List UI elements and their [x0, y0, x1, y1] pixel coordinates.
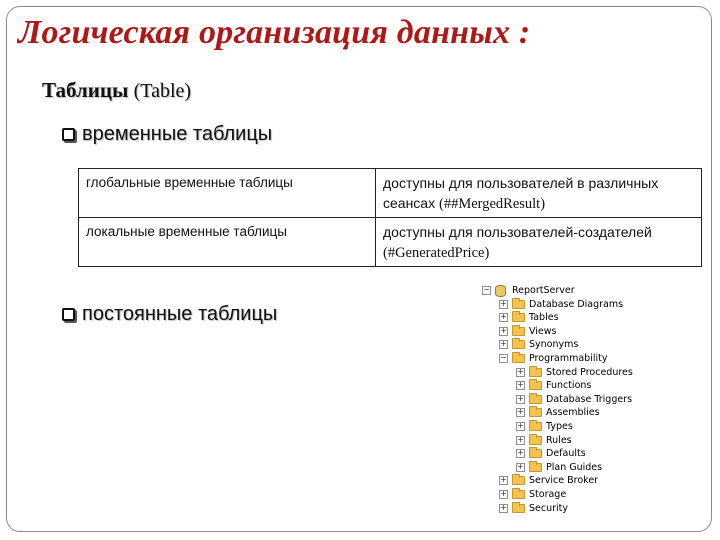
tree-node-label: Security [529, 502, 569, 514]
folder-icon [529, 368, 542, 377]
table-cell-description [376, 169, 702, 218]
object-explorer-tree[interactable] [478, 280, 678, 516]
bullet-permanent-tables [62, 303, 277, 326]
tree-node[interactable] [478, 352, 678, 365]
expand-icon[interactable] [516, 463, 525, 472]
expand-icon[interactable] [499, 327, 508, 336]
tree-node-label: Functions [546, 380, 592, 392]
checkbox-bullet-icon [62, 308, 75, 321]
expand-icon[interactable] [516, 368, 525, 377]
tree-node-label: Assemblies [546, 407, 600, 419]
expand-icon[interactable] [499, 490, 508, 499]
expand-icon[interactable] [516, 395, 525, 404]
expand-icon[interactable] [516, 449, 525, 458]
folder-icon [512, 313, 525, 322]
tree-node[interactable] [478, 434, 678, 447]
tree-node-label: Defaults [546, 448, 586, 460]
folder-icon [512, 476, 525, 485]
bullet-temporary-label: временные таблицы [82, 123, 273, 145]
folder-icon [529, 422, 542, 431]
temporary-tables-table [78, 168, 702, 267]
tree-node[interactable] [478, 338, 678, 351]
table-cell-description [376, 218, 702, 267]
table-row [79, 169, 702, 218]
tree-node-label: Storage [529, 489, 567, 500]
bullet-permanent-label: постоянные таблицы [82, 303, 278, 325]
expand-icon[interactable] [499, 313, 508, 322]
tree-node-label: Types [546, 421, 573, 432]
bullet-temporary-tables [62, 123, 272, 146]
tree-node-label: Views [529, 325, 557, 337]
tree-node[interactable] [478, 474, 678, 487]
expand-icon[interactable] [499, 504, 508, 513]
tree-node-label: Stored Procedures [546, 366, 633, 378]
table-cell-name: глобальные временные таблицы [79, 169, 376, 218]
tree-node[interactable] [478, 379, 678, 392]
tree-node-label: ReportServer [512, 285, 575, 296]
expand-icon[interactable] [516, 436, 525, 445]
tree-node[interactable] [478, 406, 678, 419]
slide-title: Логическая организация данных : [18, 14, 531, 51]
folder-icon [512, 327, 525, 336]
example-name: (##MergedResult) [438, 196, 546, 212]
table-cell-name: локальные временные таблицы [79, 218, 376, 267]
subtitle [42, 78, 191, 103]
subtitle-english: (Table) [133, 80, 192, 102]
expand-icon[interactable] [516, 408, 525, 417]
checkbox-bullet-icon [62, 128, 75, 141]
folder-icon [529, 463, 542, 472]
folder-icon [512, 300, 525, 309]
tree-node-label: Database Diagrams [529, 298, 624, 310]
description-text: доступны для пользователей-создателей [383, 224, 652, 240]
folder-icon [529, 449, 542, 458]
tree-node[interactable] [478, 325, 678, 338]
example-name: (#GeneratedPrice) [383, 245, 490, 261]
folder-icon [512, 504, 525, 513]
expand-icon[interactable] [516, 381, 525, 390]
tree-node-label: Synonyms [529, 339, 579, 351]
tree-node-label: Service Broker [529, 475, 599, 487]
expand-icon[interactable] [516, 422, 525, 431]
folder-icon [529, 436, 542, 445]
tree-node[interactable] [478, 502, 678, 515]
folder-icon [529, 395, 542, 404]
description-text: доступны для пользователей в различных сеансах [383, 175, 659, 211]
tree-node-label: Tables [529, 312, 559, 324]
expand-icon[interactable] [499, 340, 508, 349]
table-row [79, 218, 702, 267]
tree-node[interactable] [478, 447, 678, 460]
tree-node-label: Rules [546, 434, 572, 446]
tree-node[interactable] [478, 298, 678, 311]
folder-icon [529, 408, 542, 417]
tree-node[interactable] [478, 284, 678, 297]
folder-icon [512, 354, 525, 363]
tree-node-label: Plan Guides [546, 461, 603, 473]
subtitle-russian: Таблицы [42, 78, 129, 102]
tree-node[interactable] [478, 420, 678, 433]
tree-node-label: Programmability [529, 353, 608, 364]
folder-icon [512, 490, 525, 499]
tree-node[interactable] [478, 393, 678, 406]
tree-node[interactable] [478, 311, 678, 324]
expand-icon[interactable] [499, 476, 508, 485]
expand-icon[interactable] [499, 300, 508, 309]
collapse-icon[interactable] [499, 354, 508, 363]
database-icon [495, 285, 506, 297]
tree-node[interactable] [478, 366, 678, 379]
tree-node-label: Database Triggers [546, 393, 633, 405]
tree-node[interactable] [478, 488, 678, 501]
folder-icon [512, 340, 525, 349]
collapse-icon[interactable] [482, 286, 491, 295]
folder-icon [529, 381, 542, 390]
tree-node[interactable] [478, 461, 678, 474]
